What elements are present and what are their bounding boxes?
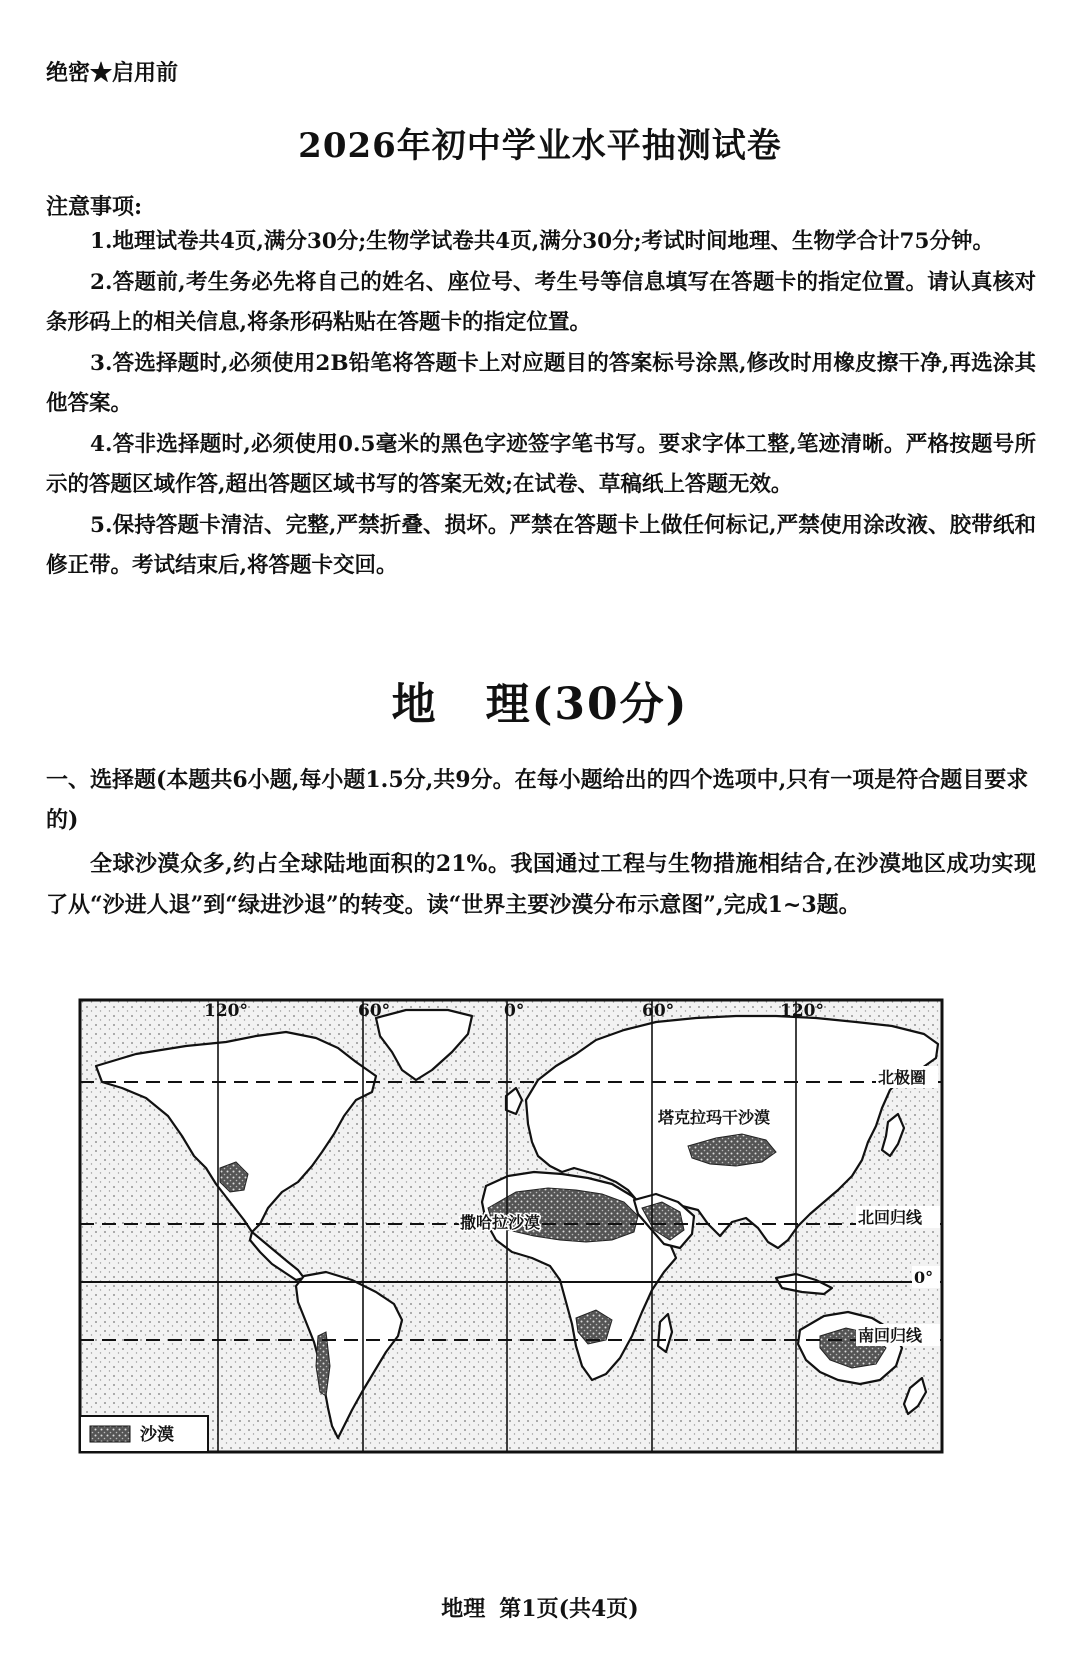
arctic-circle-label: 北极圈 (878, 1068, 927, 1087)
lon-label: 60° (642, 1001, 675, 1021)
lon-label: 120° (204, 1001, 248, 1021)
lon-label: 120° (780, 1001, 824, 1021)
page-footer (0, 1592, 1080, 1623)
map-legend (80, 1416, 208, 1452)
lon-label: 60° (358, 1001, 391, 1021)
note-item: 2.答题前,考生务必先将自己的姓名、座位号、考生号等信息填写在答题卡的指定位置。请认真核对条形码上的相关信息,将条形码粘贴在答题卡的指定位置。 (46, 269, 1036, 335)
passage-text: 全球沙漠众多,约占全球陆地面积的21%。我国通过工程与生物措施相结合,在沙漠地区成功实现了从“沙进人退”到“绿进沙退”的转变。读“世界主要沙漠分布示意图”,完成1~3题。 (46, 851, 1036, 918)
sahara-label: 撒哈拉沙漠 (460, 1213, 541, 1232)
taklamakan-label: 塔克拉玛干沙漠 (658, 1108, 771, 1127)
footer-subject: 地理 (441, 1596, 486, 1622)
subject-char-1: 地 (391, 679, 438, 730)
section-heading (46, 760, 1036, 840)
note-item: 5.保持答题卡清洁、完整,严禁折叠、损坏。严禁在答题卡上做任何标记,严禁使用涂改液、胶带纸和修正带。考试结束后,将答题卡交回。 (46, 512, 1036, 578)
legend-label: 沙漠 (140, 1425, 174, 1445)
section-heading-text: 一、选择题(本题共6小题,每小题1.5分,共9分。在每小题给出的四个选项中,只有一项是符合题目要求的) (46, 767, 1029, 833)
subject-char-2: 理 (485, 679, 532, 730)
exam-title: 2026年初中学业水平抽测试卷 (298, 126, 782, 166)
world-desert-map (76, 996, 946, 1458)
confidential-mark: 绝密★启用前 (46, 60, 179, 86)
lon-label: 0° (504, 1001, 525, 1021)
footer-page-number: 第1页(共4页) (499, 1596, 639, 1622)
tropic-of-capricorn-label: 南回归线 (858, 1326, 923, 1345)
notes-list (46, 222, 1036, 587)
desert-swatch-icon (90, 1426, 130, 1442)
question-passage (46, 844, 1036, 926)
subject-score: (30分) (531, 679, 689, 730)
note-item: 4.答非选择题时,必须使用0.5毫米的黑色字迹签字笔书写。要求字体工整,笔迹清晰。严格按题号所示的答题区域作答,超出答题区域书写的答案无效;在试卷、草稿纸上答题无效。 (46, 431, 1036, 497)
subject-title (0, 668, 1080, 732)
map-svg (76, 996, 946, 1458)
note-item: 1.地理试卷共4页,满分30分;生物学试卷共4页,满分30分;考试时间地理、生物学合计75分钟。 (90, 229, 994, 254)
equator-label: 0° (914, 1268, 934, 1287)
notes-heading: 注意事项: (46, 194, 143, 220)
note-item: 3.答选择题时,必须使用2B铅笔将答题卡上对应题目的答案标号涂黑,修改时用橡皮擦干净,再选涂其他答案。 (46, 350, 1036, 416)
tropic-of-cancer-label: 北回归线 (858, 1208, 923, 1227)
